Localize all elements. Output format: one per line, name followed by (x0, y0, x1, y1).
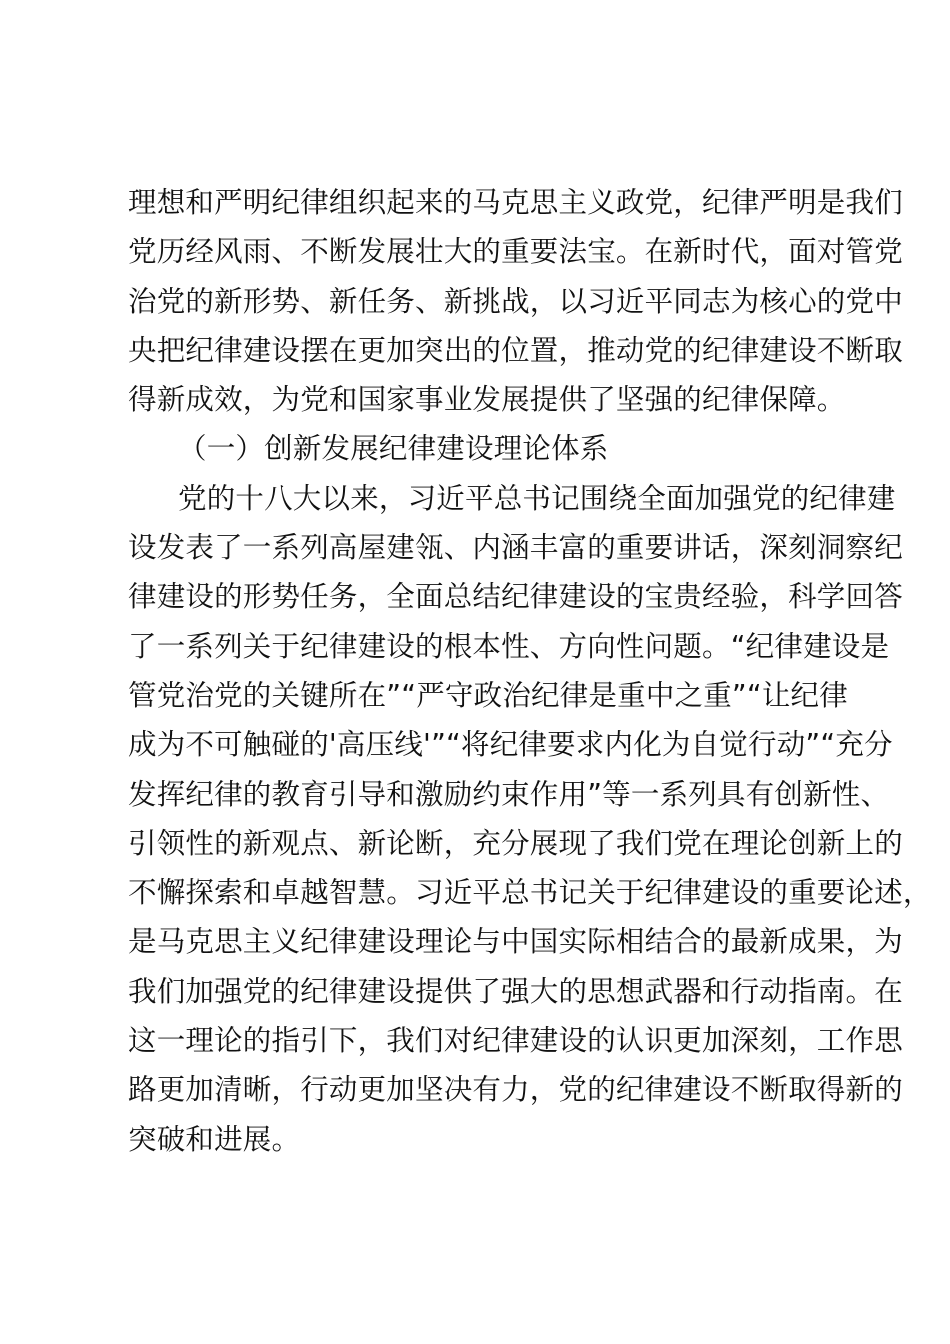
text-line: 我们加强党的纪律建设提供了强大的思想武器和行动指南。在 (128, 974, 903, 1008)
text-line: 得新成效，为党和国家事业发展提供了坚强的纪律保障。 (128, 383, 846, 417)
text-line: 律建设的形势任务，全面总结纪律建设的宝贵经验，科学回答 (128, 580, 903, 614)
text-line: 突破和进展。 (128, 1122, 301, 1156)
text-line: 治党的新形势、新任务、新挑战，以习近平同志为核心的党中 (128, 284, 903, 318)
text-line: 是马克思主义纪律建设理论与中国实际相结合的最新成果，为 (128, 925, 903, 959)
text-line: 央把纪律建设摆在更加突出的位置，推动党的纪律建设不断取 (128, 333, 903, 367)
section-heading (128, 424, 838, 473)
text-line: 成为不可触碰的'高压线'”“将纪律要求内化为自觉行动”“充分 (128, 728, 893, 762)
text-line: 这一理论的指引下，我们对纪律建设的认识更加深刻，工作思 (128, 1024, 903, 1058)
text-line: 路更加清晰，行动更加坚决有力，党的纪律建设不断取得新的 (128, 1073, 903, 1107)
text-line: 党历经风雨、不断发展壮大的重要法宝。在新时代，面对管党 (128, 235, 903, 269)
text-line: 党的十八大以来，习近平总书记围绕全面加强党的纪律建 (178, 481, 896, 515)
text-line: 了一系列关于纪律建设的根本性、方向性问题。“纪律建设是 (128, 629, 890, 663)
text-line: 管党治党的关键所在”“严守政治纪律是重中之重”“让纪律 (128, 678, 848, 712)
document-body (128, 178, 932, 1164)
text-line: 不懈探索和卓越智慧。习近平总书记关于纪律建设的重要论述， (128, 876, 932, 910)
paragraph-continuation (128, 178, 903, 424)
text-line: 发挥纪律的教育引导和激励约束作用”等一系列具有创新性、 (128, 777, 890, 811)
text-line: 引领性的新观点、新论断，充分展现了我们党在理论创新上的 (128, 826, 903, 860)
section-heading-text: （一）创新发展纪律建设理论体系 (178, 432, 609, 466)
paragraph-theory (128, 474, 932, 1164)
text-line: 理想和严明纪律组织起来的马克思主义政党，纪律严明是我们 (128, 186, 903, 219)
text-line: 设发表了一系列高屋建瓴、内涵丰富的重要讲话，深刻洞察纪 (128, 531, 903, 565)
